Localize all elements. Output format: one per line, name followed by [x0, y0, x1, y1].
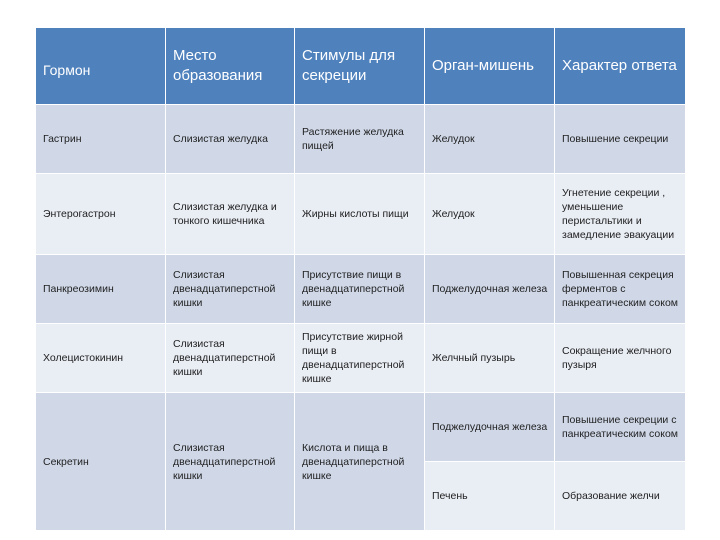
header-cell-place: Место образования — [166, 28, 295, 105]
cell-place: Слизистая двенадцатиперстной кишки — [166, 393, 295, 531]
cell-target: Поджелудочная железа — [425, 255, 555, 324]
cell-target: Желудок — [425, 105, 555, 174]
cell-target: Желчный пузырь — [425, 324, 555, 393]
header-cell-target: Орган-мишень — [425, 28, 555, 105]
header-cell-response: Характер ответа — [555, 28, 686, 105]
cell-response: Повышенная секреция ферментов с панкреатическим соком — [555, 255, 686, 324]
cell-stimulus: Присутствие пищи в двенадцатиперстной кишке — [295, 255, 425, 324]
cell-target: Желудок — [425, 174, 555, 255]
cell-hormone: Энтерогастрон — [36, 174, 166, 255]
cell-place: Слизистая желудка и тонкого кишечника — [166, 174, 295, 255]
cell-hormone: Панкреозимин — [36, 255, 166, 324]
cell-place: Слизистая двенадцатиперстной кишки — [166, 255, 295, 324]
cell-response: Образование желчи — [555, 462, 686, 531]
header-row — [36, 28, 686, 105]
cell-stimulus: Жирны кислоты пищи — [295, 174, 425, 255]
cell-stimulus: Присутствие жирной пищи в двенадцатиперстной кишке — [295, 324, 425, 393]
cell-hormone: Гастрин — [36, 105, 166, 174]
cell-hormone: Секретин — [36, 393, 166, 531]
cell-target: Поджелудочная железа — [425, 393, 555, 462]
cell-place: Слизистая двенадцатиперстной кишки — [166, 324, 295, 393]
cell-stimulus: Кислота и пища в двенадцатиперстной кишке — [295, 393, 425, 531]
table-row — [36, 174, 686, 255]
cell-place: Слизистая желудка — [166, 105, 295, 174]
hormone-table — [36, 28, 686, 531]
table-row — [36, 105, 686, 174]
table-row — [36, 324, 686, 393]
cell-stimulus: Растяжение желудка пищей — [295, 105, 425, 174]
cell-target: Печень — [425, 462, 555, 531]
cell-response: Повышение секреции — [555, 105, 686, 174]
cell-response: Сокращение желчного пузыря — [555, 324, 686, 393]
header-cell-stimulus: Стимулы для секреции — [295, 28, 425, 105]
cell-response: Повышение секреции с панкреатическим соком — [555, 393, 686, 462]
header-cell-hormone: Гормон — [36, 28, 166, 105]
cell-hormone: Холецистокинин — [36, 324, 166, 393]
table-row — [36, 393, 686, 462]
table-row — [36, 255, 686, 324]
cell-response: Угнетение секреции , уменьшение перистальтики и замедление эвакуации — [555, 174, 686, 255]
